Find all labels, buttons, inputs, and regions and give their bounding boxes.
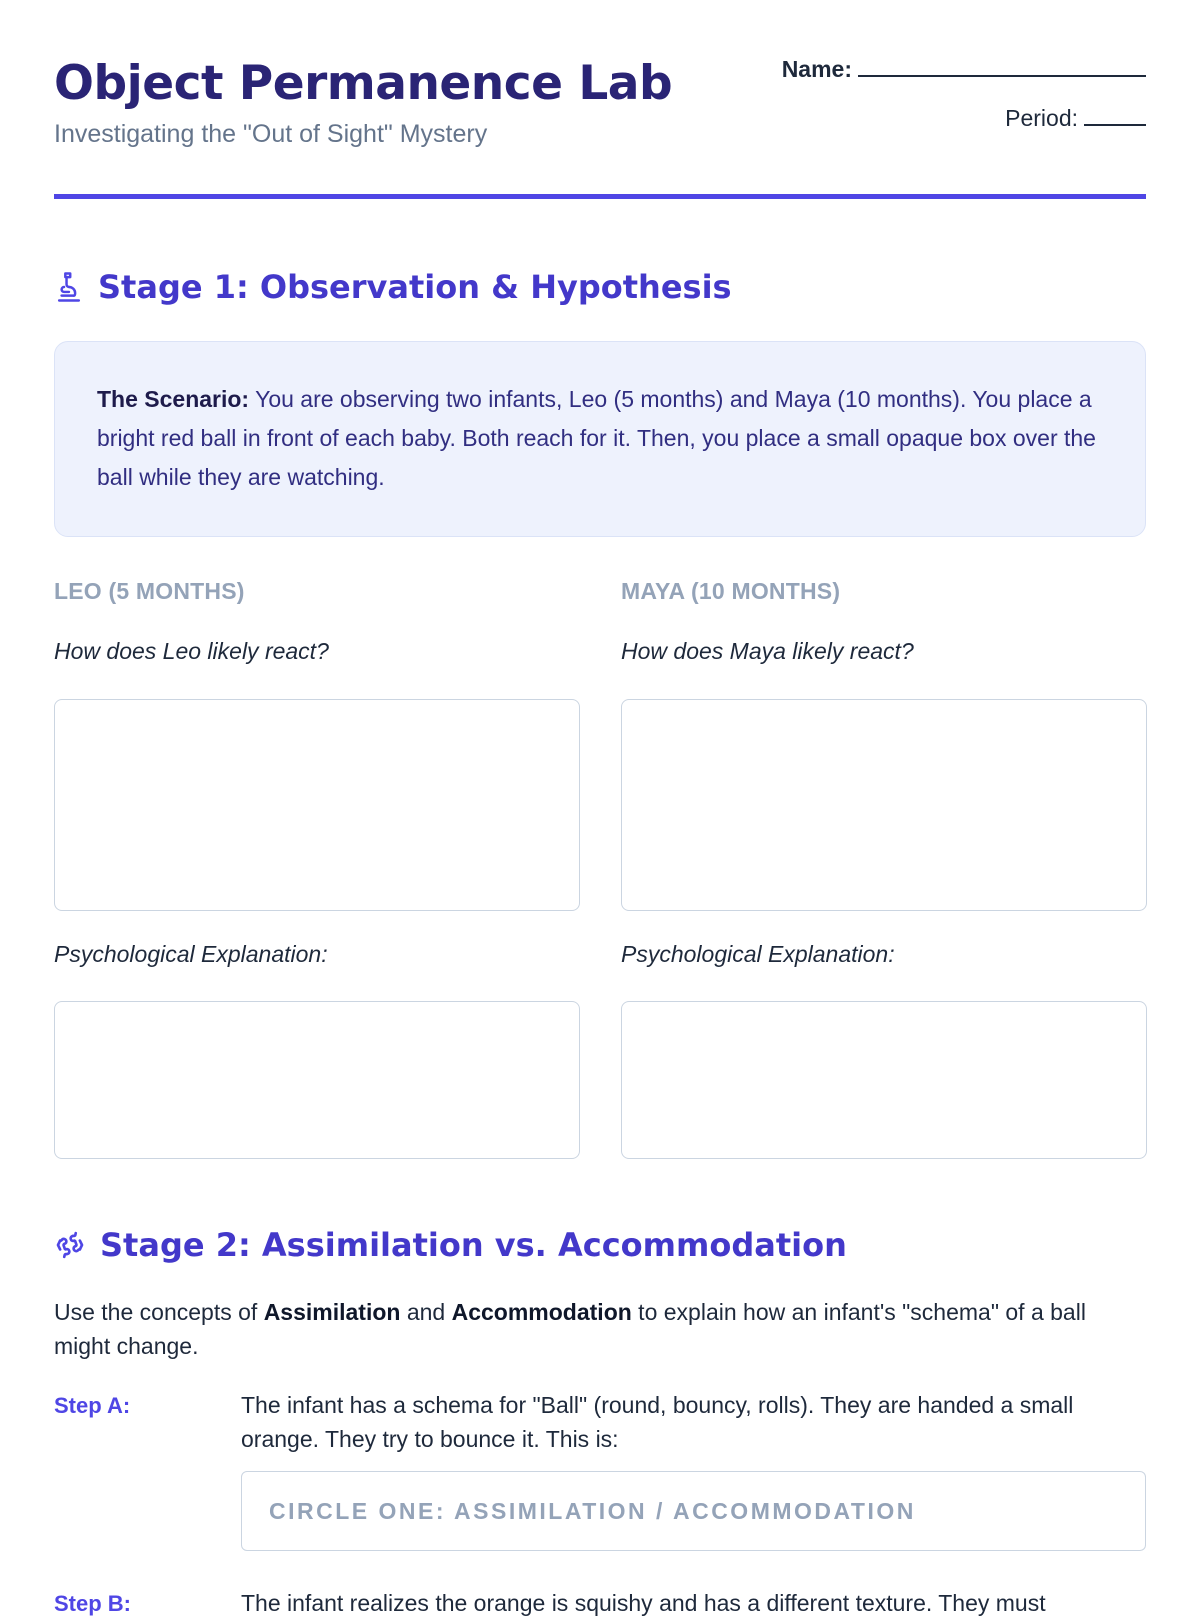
page-subtitle: Investigating the "Out of Sight" Mystery [54, 120, 488, 148]
stage1-heading [54, 268, 732, 306]
maya-reaction-prompt: How does Maya likely react? [621, 638, 914, 664]
step-a-label: Step A: [54, 1393, 131, 1418]
step-b-label: Step B: [54, 1591, 131, 1616]
intro-text-3: to explain how an infant's "schema" of a ball might change. [54, 1299, 1086, 1359]
leo-label: LEO (5 MONTHS) [54, 578, 245, 604]
name-blank[interactable] [858, 63, 1146, 77]
page-title: Object Permanence Lab [54, 56, 673, 111]
scenario-text: You are observing two infants, Leo (5 months) and Maya (10 months). You place a bright red ball in front of each baby. Both reach for it. Then, you place a small opaque box over the ball while they are watching. [97, 386, 1096, 490]
step-a-text: The infant has a schema for "Ball" (round, bouncy, rolls). They are handed a small orange. They try to bounce it. This is: [241, 1392, 1074, 1452]
stage2-heading [54, 1226, 847, 1264]
maya-reaction-answer-box[interactable] [621, 699, 1147, 911]
maya-explanation-answer-box[interactable] [621, 1001, 1147, 1159]
worksheet-header [54, 48, 1146, 200]
name-field[interactable] [782, 56, 1146, 83]
stage2-intro [54, 1295, 1146, 1363]
maya-column [621, 578, 1147, 1159]
maya-label: MAYA (10 MONTHS) [621, 578, 841, 604]
intro-text-1: Use the concepts of [54, 1299, 264, 1325]
step-b-text: The infant realizes the orange is squishy and has a different texture. They must [241, 1590, 1046, 1616]
puzzle-icon [54, 1229, 86, 1261]
scenario-label: The Scenario: [97, 386, 250, 412]
leo-reaction-answer-box[interactable] [54, 699, 580, 911]
period-label: Period: [1005, 105, 1078, 131]
scenario-box [54, 341, 1146, 537]
period-blank[interactable] [1084, 112, 1146, 126]
term-accommodation: Accommodation [451, 1299, 632, 1325]
leo-explanation-answer-box[interactable] [54, 1001, 580, 1159]
leo-explanation-prompt: Psychological Explanation: [54, 941, 328, 967]
step-a-choice-box[interactable] [241, 1471, 1146, 1551]
stage2-title: Stage 2: Assimilation vs. Accommodation [100, 1226, 847, 1264]
microscope-icon [54, 271, 84, 303]
step-a-choice-text[interactable]: CIRCLE ONE: ASSIMILATION / ACCOMMODATION [269, 1497, 916, 1524]
maya-explanation-prompt: Psychological Explanation: [621, 941, 895, 967]
leo-reaction-prompt: How does Leo likely react? [54, 638, 329, 664]
intro-text-2: and [400, 1299, 452, 1325]
name-label: Name: [781, 56, 852, 82]
leo-column [54, 578, 580, 1159]
header-divider [54, 194, 1146, 199]
term-assimilation: Assimilation [263, 1299, 401, 1325]
stage1-title: Stage 1: Observation & Hypothesis [98, 268, 732, 306]
student-info [782, 56, 1146, 132]
period-field[interactable] [782, 105, 1146, 132]
